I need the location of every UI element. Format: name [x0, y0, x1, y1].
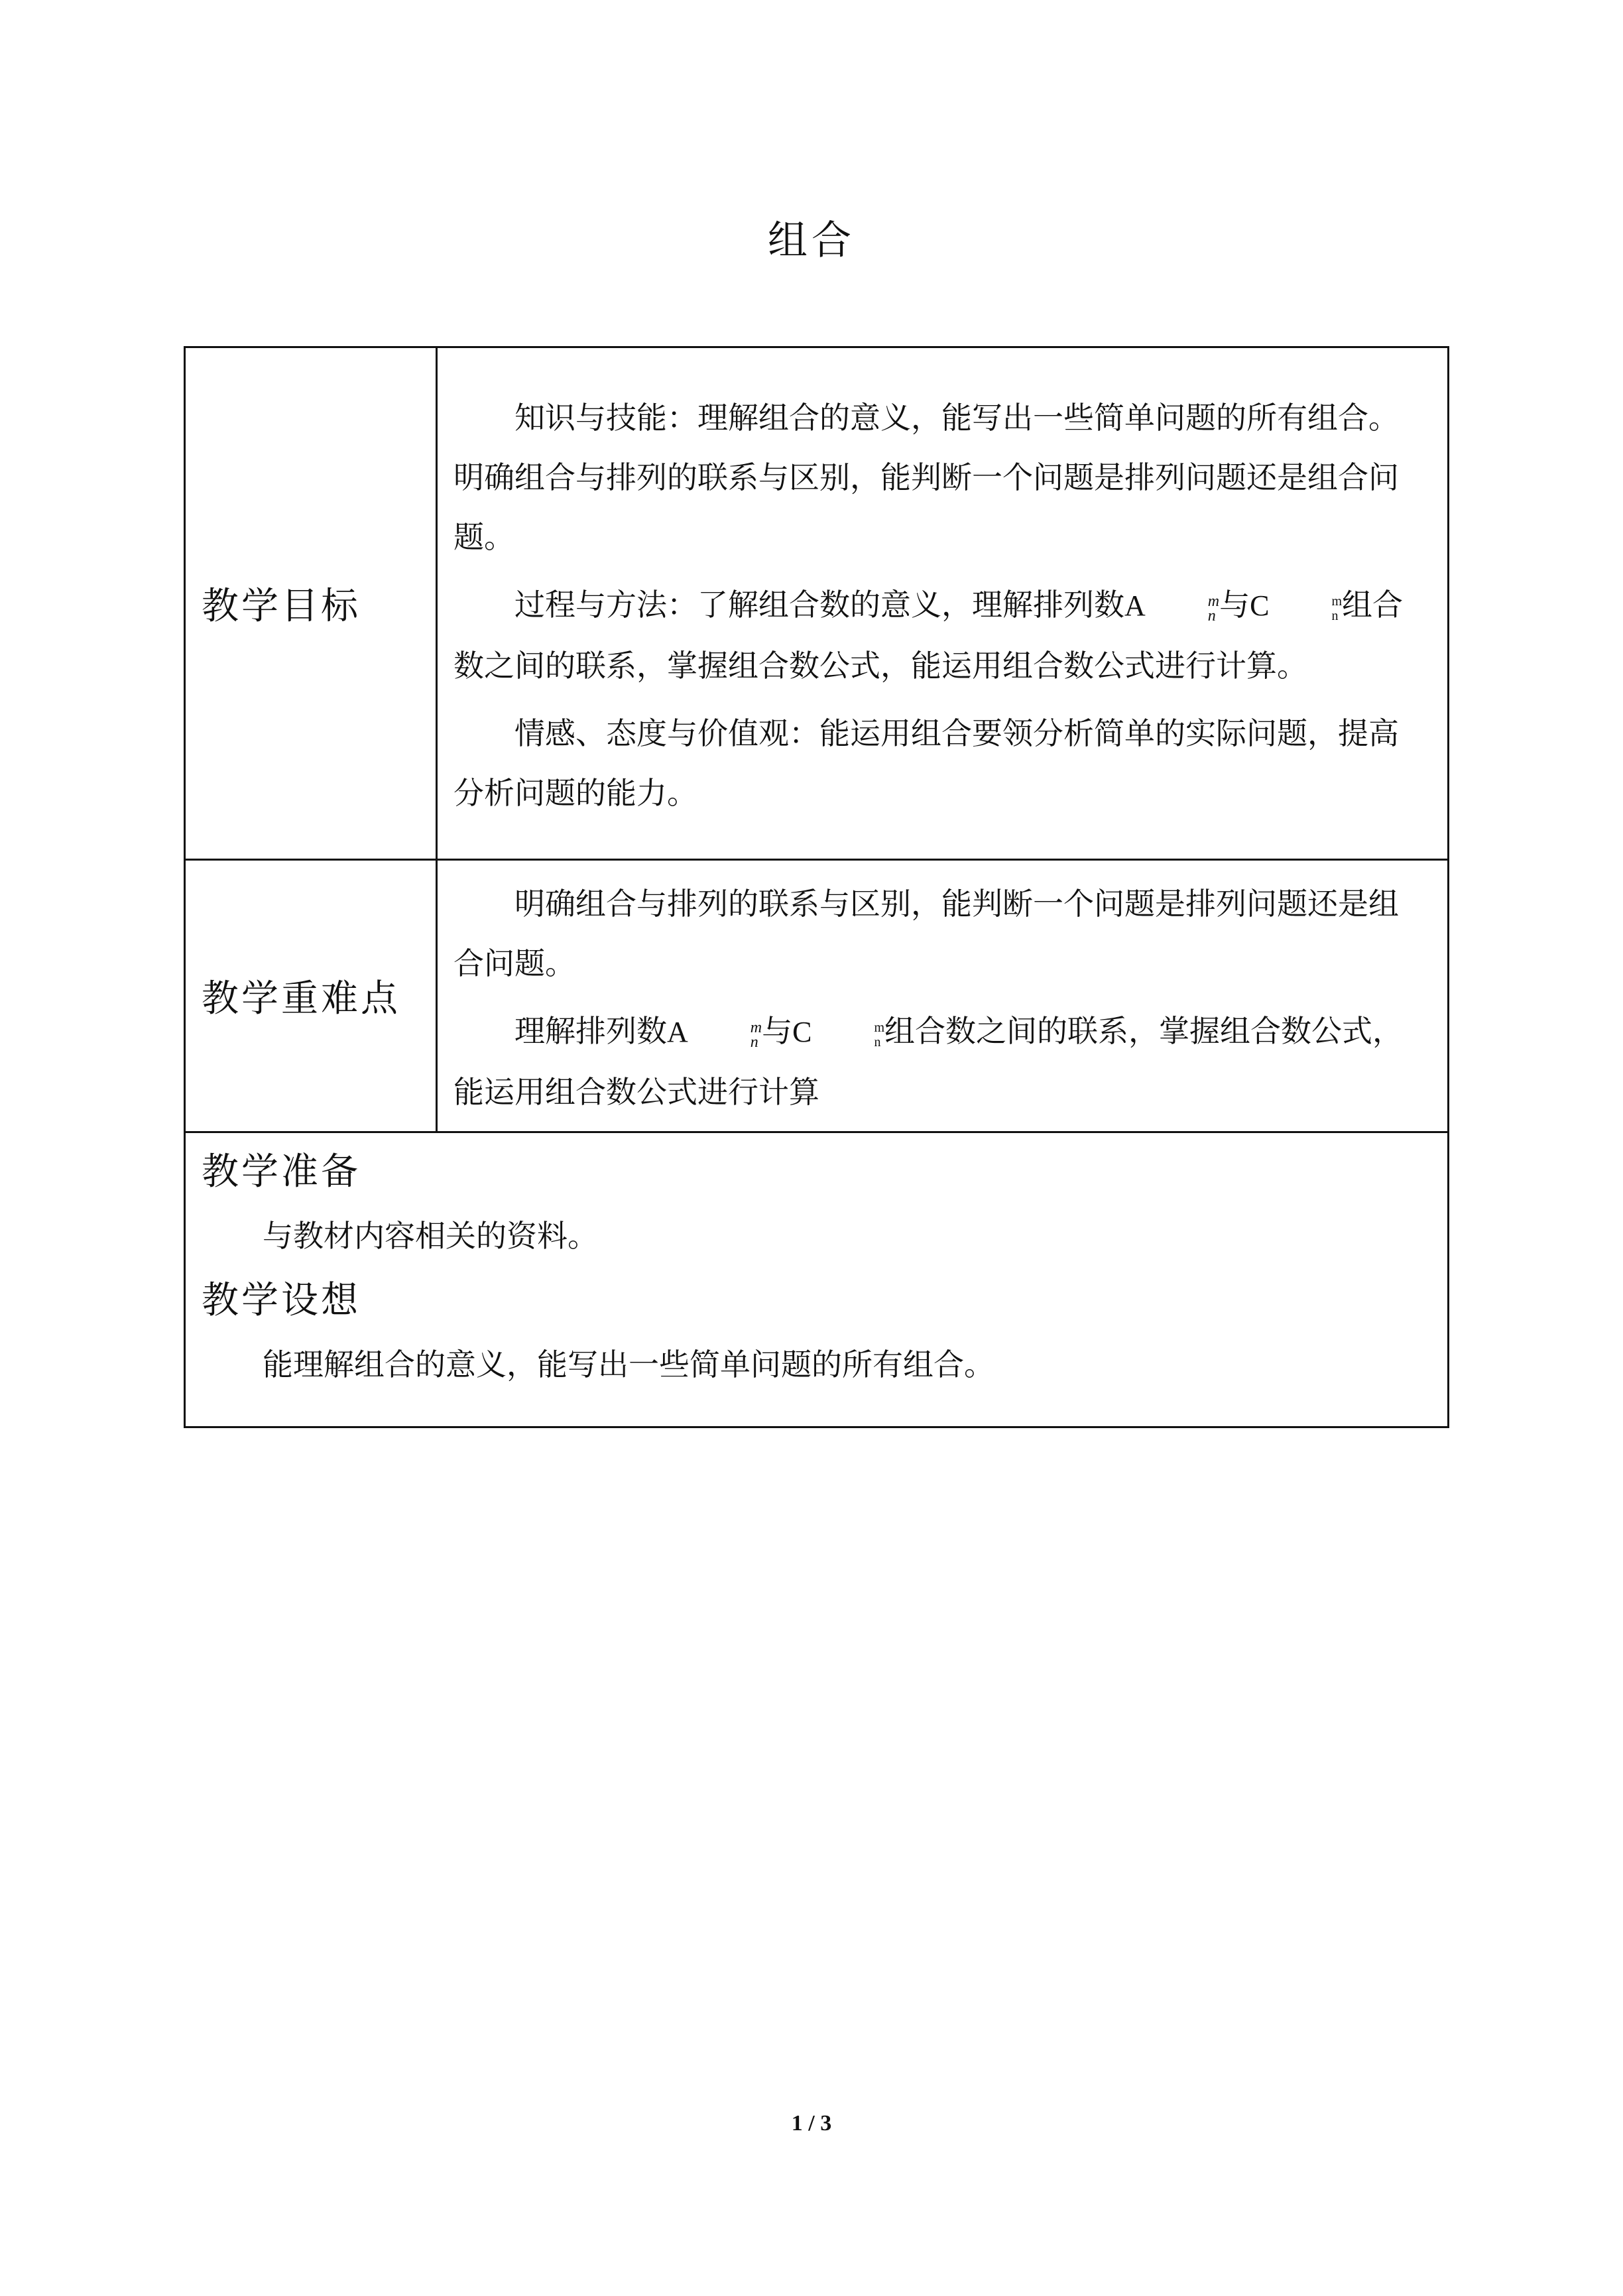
- arrangement-number-symbol: A m n: [1124, 589, 1220, 625]
- key-points-content: [437, 860, 1449, 1132]
- objectives-label: 教学目标: [185, 347, 437, 860]
- combination-number-symbol-2: C m n: [792, 1016, 885, 1050]
- key-points-para2-middle: 与: [762, 1013, 793, 1049]
- preparation-design-cell: [185, 1132, 1449, 1427]
- key-points-para2-after: 组合数之间的联系，掌握组合数公式，能运用组合数公式进行计算: [453, 1013, 1404, 1110]
- objectives-row: [185, 347, 1449, 860]
- design-text: 能理解组合的意义，能写出一些简单问题的所有组合。: [263, 1347, 994, 1382]
- preparation-design-row: [185, 1132, 1449, 1427]
- objectives-process-middle: 与: [1219, 587, 1250, 623]
- page-number: 1 / 3: [791, 2111, 832, 2136]
- key-points-para1: 明确组合与排列的联系与区别，能判断一个问题是排列问题还是组合问题。: [453, 886, 1399, 981]
- preparation-text: 与教材内容相关的资料。: [263, 1218, 598, 1254]
- objectives-content: [437, 347, 1449, 860]
- objectives-process-before: 过程与方法：了解组合数的意义，理解排列数: [514, 587, 1124, 623]
- objectives-knowledge: 知识与技能：理解组合的意义，能写出一些简单问题的所有组合。明确组合与排列的联系与区别，能判断一个问题是排列问题还是组合问题。: [453, 400, 1399, 555]
- combination-number-symbol: C m n: [1250, 589, 1343, 623]
- key-points-label: 教学重难点: [185, 860, 437, 1132]
- lesson-plan-table: [184, 346, 1449, 1428]
- key-points-para2: [453, 1001, 1427, 1122]
- objectives-attitude: 情感、态度与价值观：能运用组合要领分析简单的实际问题，提高分析问题的能力。: [453, 715, 1399, 811]
- arrangement-number-symbol-2: A m n: [667, 1016, 762, 1051]
- key-points-row: [185, 860, 1449, 1132]
- key-points-para2-before: 理解排列数: [514, 1013, 667, 1049]
- design-heading: 教学设想: [202, 1279, 361, 1322]
- objectives-process: [453, 575, 1427, 695]
- document-title: 组合: [768, 217, 855, 264]
- preparation-heading: 教学准备: [202, 1150, 361, 1193]
- objectives-process-after: 组合数之间的联系，掌握组合数公式，能运用组合数公式进行计算。: [453, 587, 1404, 684]
